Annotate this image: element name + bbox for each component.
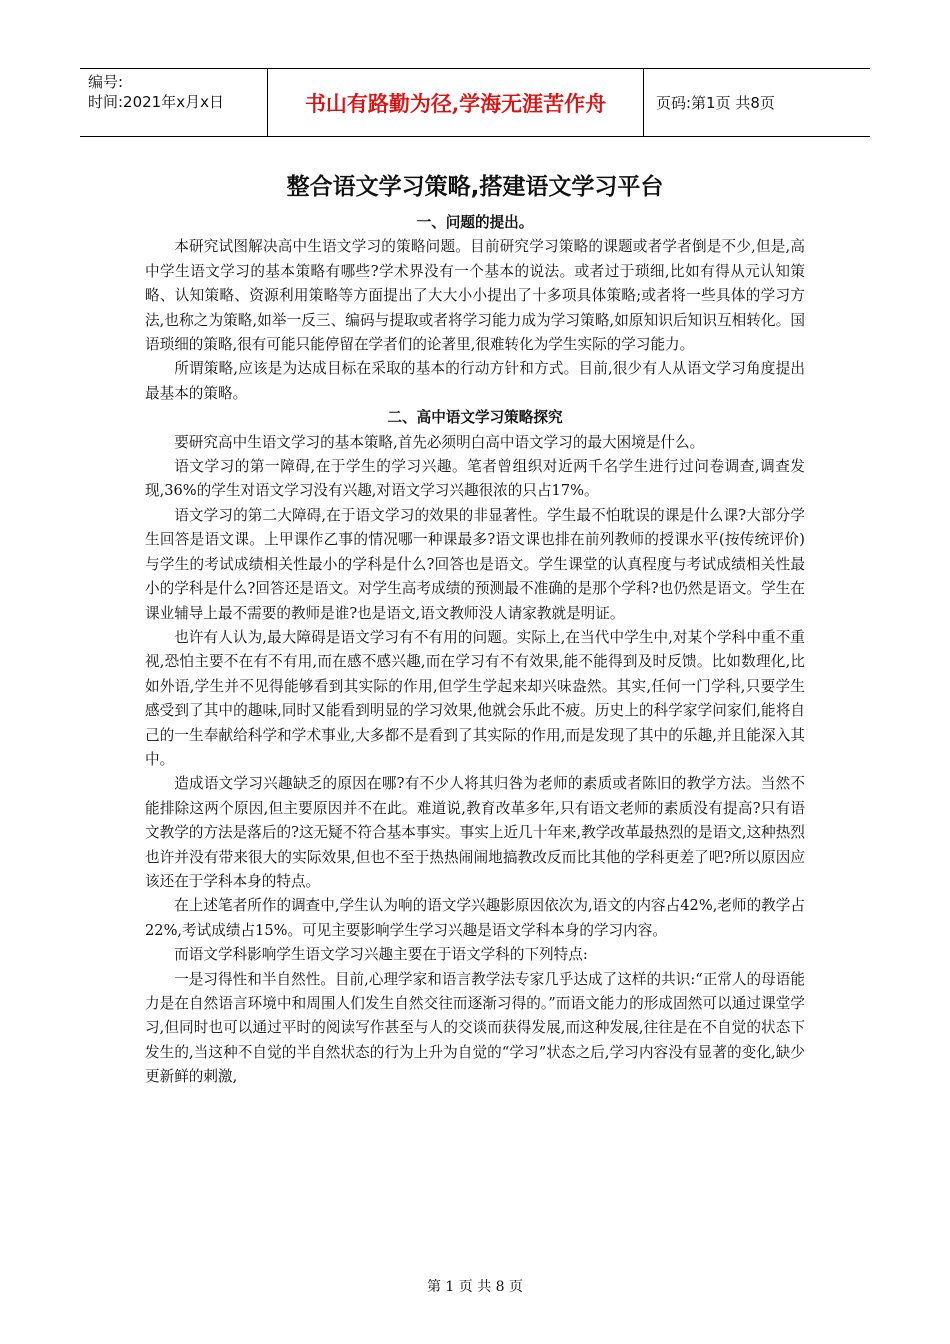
section-heading: 一、问题的提出。 (416, 214, 534, 231)
document-title: 整合语文学习策略,搭建语文学习平台 (286, 174, 664, 200)
header-time-label: 时间:2021年x月x日 (88, 93, 224, 111)
paragraph: 语文学习的第二大障碍,在于语文学习的效果的非显著性。学生最不怕耽误的课是什么课?大部分学生回答是语文课。上甲课作乙事的情况哪一种课最多?语文课也排在前列教师的授课水平(按传统评价)与学生的考试成绩相关性最小的学科是什么?回答也是语文。学生课堂的认真程度与考试成绩相关性最小的学科是什么?回答还是语文。对学生高考成绩的预测最不准确的是那个学科?也仍然是语文。学生在课业辅导上最不需要的教师是谁?也是语文,语文教师没人请家教就是明证。 (145, 506, 805, 622)
document-header (80, 68, 870, 137)
header-page-info: 页码:第1页 共8页 (656, 94, 775, 112)
paragraph: 在上述笔者所作的调查中,学生认为响的语文学兴趣影原因依次为,语文的内容占42%,老师的教学占22%,考试成绩占15%。可见主要影响学生学习兴趣是语文学科本身的学习内容。 (145, 897, 805, 939)
paragraph: 而语文学科影响学生语文学习兴趣主要在于语文学科的下列特点: (174, 946, 588, 964)
header-number-label: 编号: (88, 73, 124, 91)
paragraph: 要研究高中生语文学习的基本策略,首先必须明白高中语文学习的最大困境是什么。 (174, 433, 705, 451)
header-meta (80, 69, 268, 136)
paragraph: 本研究试图解决高中生语文学习的策略问题。目前研究学习策略的课题或者学者倒是不少,但是,高中学生语文学习的基本策略有哪些?学术界没有一个基本的说法。或者过于琐细,比如有得从元认知策略、认知策略、资源利用策略等方面提出了大大小小提出了十多项具体策略;或者将一些具体的学习方法,也称之为策略,如举一反三、编码与提取或者将学习能力成为学习策略,如原知识后知识互相转化。国语琐细的策略,很有可能只能停留在学者们的论著里,很难转化为学生实际的学习能力。 (145, 238, 805, 354)
document-body (145, 211, 805, 1090)
paragraph: 语文学习的第一障碍,在于学生的学习兴趣。笔者曾组织对近两千名学生进行过问卷调查,调查发现,36%的学生对语文学习没有兴趣,对语文学习兴趣很浓的只占17%。 (145, 458, 805, 500)
header-motto: 书山有路勤为径,学海无涯苦作舟 (268, 69, 644, 136)
paragraph: 所谓策略,应该是为达成目标在采取的基本的行动方针和方式。目前,很少有人从语文学习角度提出最基本的策略。 (145, 360, 805, 402)
paragraph: 也许有人认为,最大障碍是语文学习有不有用的问题。实际上,在当代中学生中,对某个学科中重不重视,恐怕主要不在有不有用,而在感不感兴趣,而在学习有不有效果,能不能得到及时反馈。比如数理化,比如外语,学生并不见得能够看到其实际的作用,但学生学起来却兴味盎然。其实,任何一门学科,只要学生感受到了其中的趣味,同时又能看到明显的学习效果,他就会乐此不疲。历史上的科学家学问家们,能将自己的一生奉献给科学和学术事业,大多都不是看到了其实际的作用,而是发现了其中的乐趣,并且能深入其中。 (145, 628, 805, 768)
section-heading: 二、高中语文学习策略探究 (387, 409, 563, 427)
paragraph: 一是习得性和半自然性。目前,心理学家和语言教学法专家几乎达成了这样的共识:“正常人的母语能力是在自然语言环境中和周围人们发生自然交往而逐渐习得的。”而语文能力的形成固然可以通过课堂学习,但同时也可以通过平时的阅读写作甚至与人的交谈而获得发展,而这种发展,往往是在不自觉的状态下发生的,当这种不自觉的半自然状态的行为上升为自觉的“学习”状态之后,学习内容没有显著的变化,缺少更新鲜的刺激, (145, 970, 805, 1086)
page-footer: 第 1 页 共 8 页 (426, 1279, 524, 1295)
paragraph: 造成语文学习兴趣缺乏的原因在哪?有不少人将其归咎为老师的素质或者陈旧的教学方法。当然不能排除这两个原因,但主要原因并不在此。难道说,教育改革多年,只有语文老师的素质没有提高?只有语文教学的方法是落后的?这无疑不符合基本事实。事实上近几十年来,教学改革最热烈的是语文,这种热烈也许并没有带来很大的实际效果,但也不至于热热闹闹地搞教改反而比其他的学科更差了吧?所以原因应该还在于学科本身的特点。 (145, 775, 805, 890)
